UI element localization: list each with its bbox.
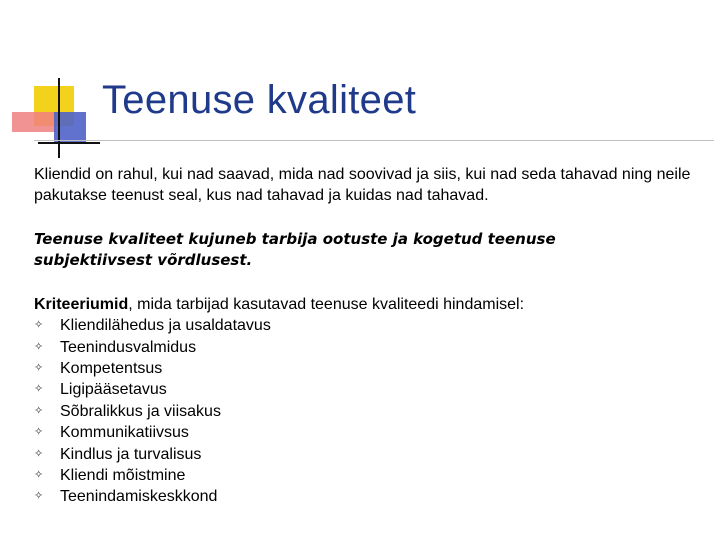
list-item-label: Kommunikatiivsus bbox=[60, 424, 189, 442]
list-item-label: Kliendi mõistmine bbox=[60, 466, 186, 484]
criteria-heading bbox=[34, 294, 714, 315]
slide-title: Teenuse kvaliteet bbox=[102, 78, 417, 122]
list-item-label: Kompetentsus bbox=[60, 359, 163, 377]
list-item bbox=[34, 443, 714, 464]
logo-horizontal-line bbox=[38, 142, 100, 144]
logo-red-square bbox=[12, 112, 56, 132]
list-item-label: Teenindamiskeskkond bbox=[60, 488, 218, 506]
list-item bbox=[34, 315, 714, 336]
list-item bbox=[34, 379, 714, 400]
list-item-label: Teenindusvalmidus bbox=[60, 338, 197, 356]
diamond-bullet-icon: ✧ bbox=[34, 468, 44, 481]
criteria-section bbox=[34, 294, 714, 508]
logo-vertical-line bbox=[58, 78, 60, 158]
criteria-list bbox=[34, 315, 714, 508]
list-item bbox=[34, 465, 714, 486]
diamond-bullet-icon: ✧ bbox=[34, 490, 44, 503]
title-divider bbox=[34, 140, 714, 141]
diamond-bullet-icon: ✧ bbox=[34, 361, 44, 374]
intro-paragraph: Kliendid on rahul, kui nad saavad, mida nad soovivad ja siis, kui nad seda tahavad ning neile pakutakse teenust seal, kus nad tahavad ja kuidas nad tahavad. bbox=[34, 166, 691, 204]
criteria-heading-rest: , mida tarbijad kasutavad teenuse kvaliteedi hindamisel: bbox=[128, 296, 525, 313]
diamond-bullet-icon: ✧ bbox=[34, 426, 44, 439]
list-item bbox=[34, 422, 714, 443]
list-item bbox=[34, 336, 714, 357]
slide-logo-decoration bbox=[0, 0, 100, 170]
list-item bbox=[34, 486, 714, 507]
definition-paragraph: Teenuse kvaliteet kujuneb tarbija ootuste ja kogetud teenuse subjektiivsest võrdlusest. bbox=[34, 230, 556, 269]
list-item-label: Kindlus ja turvalisus bbox=[60, 445, 202, 463]
diamond-bullet-icon: ✧ bbox=[34, 383, 44, 396]
list-item-label: Kliendilähedus ja usaldatavus bbox=[60, 317, 271, 335]
criteria-heading-bold: Kriteeriumid bbox=[34, 296, 129, 313]
diamond-bullet-icon: ✧ bbox=[34, 404, 44, 417]
diamond-bullet-icon: ✧ bbox=[34, 319, 44, 332]
diamond-bullet-icon: ✧ bbox=[34, 340, 44, 353]
list-item-label: Ligipääsetavus bbox=[60, 381, 167, 399]
list-item-label: Sõbralikkus ja viisakus bbox=[60, 402, 221, 420]
diamond-bullet-icon: ✧ bbox=[34, 447, 44, 460]
list-item bbox=[34, 358, 714, 379]
list-item bbox=[34, 401, 714, 422]
